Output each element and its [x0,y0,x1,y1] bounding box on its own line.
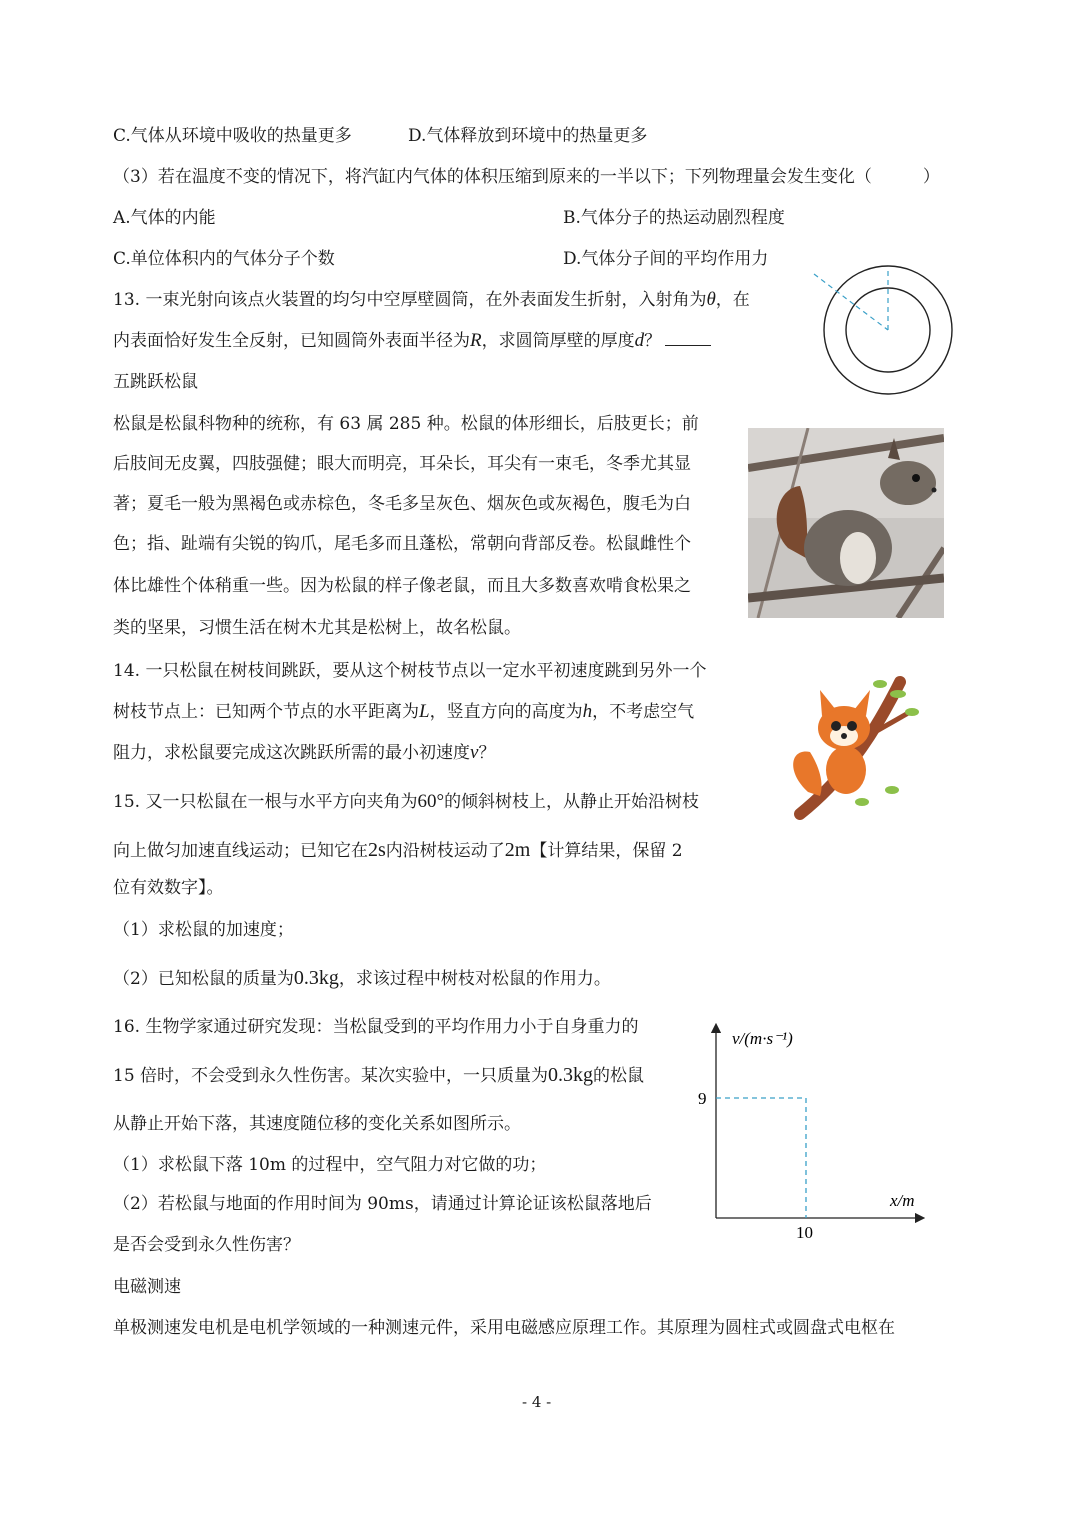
q12-option-d: D.气体释放到环境中的热量更多 [408,126,648,146]
x-axis-label: x/m [890,1191,915,1210]
q12-option-c: C.气体从环境中吸收的热量更多 [113,126,352,146]
em-intro-line: 单极测速发电机是电机学领域的一种测速元件，采用电磁感应原理工作。其原理为圆柱式或圆盘式电枢在 [113,1318,895,1338]
intro-line-2: 后肢间无皮翼，四肢强健；眼大而明亮，耳朵长，耳尖有一束毛，冬季尤其显 [113,454,691,474]
q15-sub-1: （1）求松鼠的加速度； [113,920,294,940]
q14-line-3: 阻力，求松鼠要完成这次跳跃所需的最小初速度v？ [113,742,496,763]
q13-line-2: 内表面恰好发生全反射，已知圆筒外表面半径为R，求圆筒厚壁的厚度d？ [113,329,711,353]
q16-line-1: 16. 生物学家通过研究发现：当松鼠受到的平均作用力小于自身重力的 [113,1017,639,1037]
radius-symbol: R [470,330,482,351]
q12-sub3-option-d: D.气体分子间的平均作用力 [563,249,769,269]
q15-line-2: 向上做匀加速直线运动；已知它在2s内沿树枝运动了2m【计算结果，保留 2 [113,839,683,861]
refracted-ray [856,306,888,330]
y-tick-label: 9 [698,1089,707,1108]
q14-line-2: 树枝节点上：已知两个节点的水平距离为L，竖直方向的高度为h，不考虑空气 [113,701,695,722]
intro-line-3: 著；夏毛一般为黑褐色或赤棕色，冬毛多呈灰色、烟灰色或灰褐色，腹毛为白 [113,494,691,514]
q15-line-1: 15. 又一只松鼠在一根与水平方向夹角为60°的倾斜树枝上，从静止开始沿树枝 [113,791,700,812]
q15-sub-2: （2）已知松鼠的质量为0.3kg，求该过程中树枝对松鼠的作用力。 [113,967,611,989]
answer-blank [665,329,711,346]
distance-symbol: L [419,701,430,722]
distance-value: 2m [504,839,531,861]
intro-line-6: 类的坚果，习惯生活在树木尤其是松树上，故名松鼠。 [113,618,521,638]
squirrel-photo [748,428,944,618]
velocity-displacement-graph [690,1020,930,1250]
q16-sub-2: （2）若松鼠与地面的作用时间为 90ms，请通过计算论证该松鼠落地后 [113,1194,652,1214]
q15-line-3: 位有效数字】。 [113,878,224,898]
cartoon-squirrel-illustration [780,672,920,820]
mass-value: 0.3kg [293,967,339,989]
q14-line-1: 14. 一只松鼠在树枝间跳跃，要从这个树枝节点以一定水平初速度跳到另外一个 [113,661,707,681]
section-title-squirrel: 五跳跃松鼠 [113,372,198,392]
x-tick-label: 10 [796,1223,813,1242]
time-value: 2s [368,839,386,861]
intro-line-1: 松鼠是松鼠科物种的统称，有 63 属 285 种。松鼠的体形细长，后肢更长；前 [113,414,699,434]
q16-line-3: 从静止开始下落，其速度随位移的变化关系如图所示。 [113,1114,521,1134]
y-axis-label: v/(m·s⁻¹) [732,1029,793,1048]
thickness-symbol: d [634,330,645,351]
q16-sub-1: （1）求松鼠下落 10m 的过程中，空气阻力对它做的功； [113,1155,547,1175]
q12-sub3-option-a: A.气体的内能 [113,208,216,228]
intro-line-5: 体比雄性个体稍重一些。因为松鼠的样子像老鼠，而且大多数喜欢啃食松果之 [113,576,691,596]
mass-value: 0.3kg [548,1064,594,1086]
angle-value: 60° [417,791,445,812]
q12-sub3-question: （3）若在温度不变的情况下，将汽缸内气体的体积压缩到原来的一半以下；下列物理量会发生变化（ ） [113,167,940,187]
page-number: - 4 - [522,1393,552,1411]
hollow-cylinder-diagram [808,262,968,402]
q16-sub-2-continued: 是否会受到永久性伤害？ [113,1235,300,1255]
intro-line-4: 色；指、趾端有尖锐的钩爪，尾毛多而且蓬松，常朝向背部反卷。松鼠雌性个 [113,534,691,554]
theta-symbol: θ [706,289,716,310]
velocity-symbol: v [470,742,479,763]
height-symbol: h [582,701,593,722]
q12-sub3-option-b: B.气体分子的热运动剧烈程度 [563,208,785,228]
q12-sub3-option-c: C.单位体积内的气体分子个数 [113,249,335,269]
q13-line-1: 13. 一束光射向该点火装置的均匀中空厚壁圆筒，在外表面发生折射，入射角为θ，在 [113,289,750,310]
q16-line-2: 15 倍时，不会受到永久性伤害。某次实验中，一只质量为0.3kg的松鼠 [113,1064,645,1086]
section-title-em: 电磁测速 [113,1277,181,1297]
